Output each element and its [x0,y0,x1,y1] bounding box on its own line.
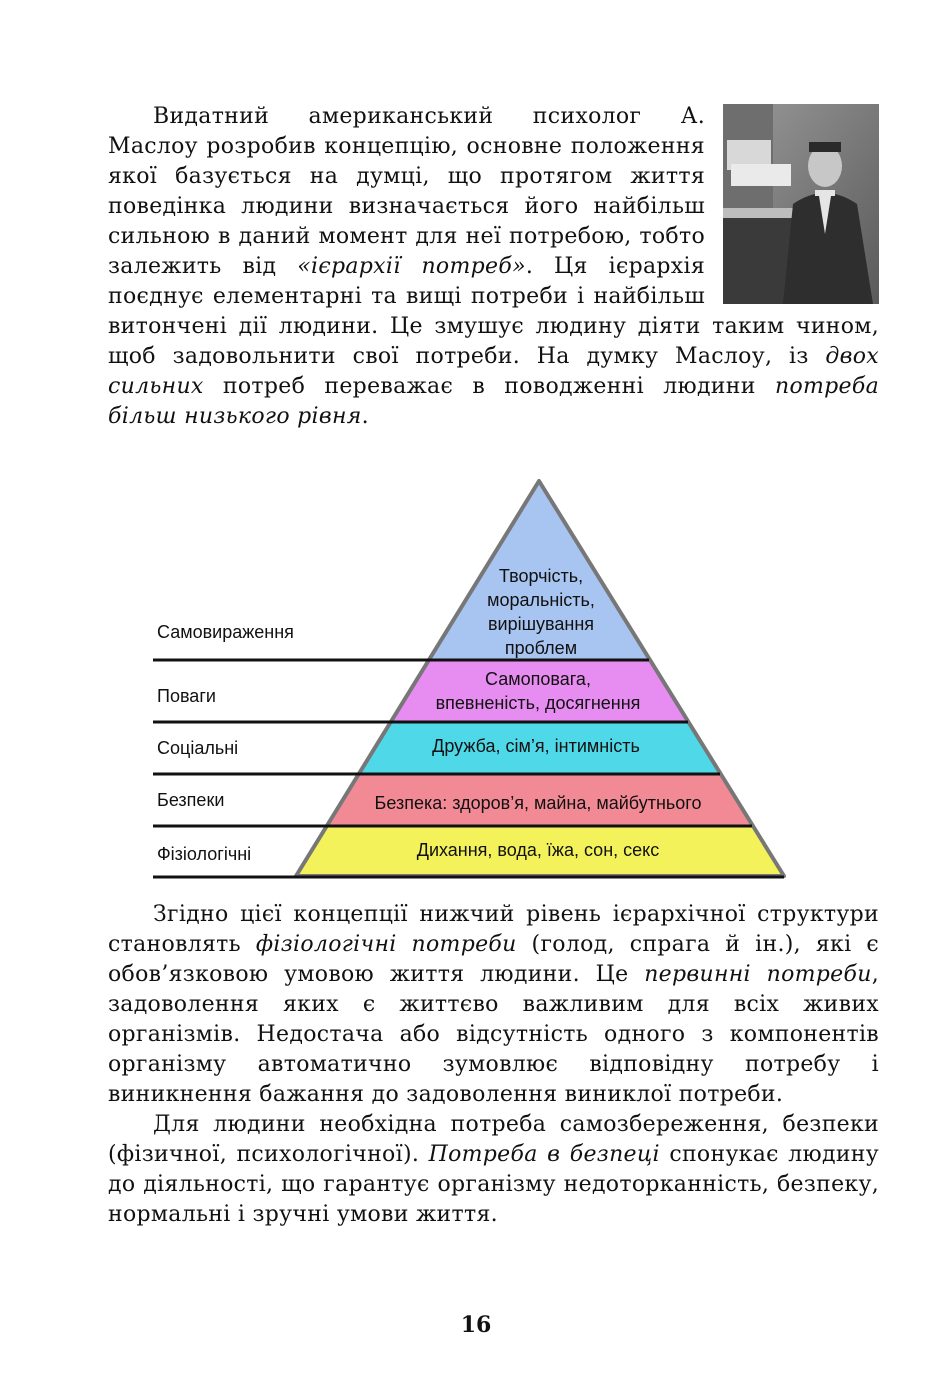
level-label-physiological: Фізіологічні [157,844,252,864]
self-actualization-line-3: вирішування [487,614,595,634]
level-label-social: Соціальні [157,738,239,758]
p2-emph-2: первинні потреби [644,962,872,987]
intro-text-2: . Ця ієрархія поєднує елементарні та вищі потреби і найбільш витончені дії людини. Це змушує людину діяти таким чином, щоб задовольнити свої потреби. На думку Маслоу, із [108,254,879,369]
intro-emph-3: потреба більш низького рівня [108,374,879,429]
page-number: 16 [460,1312,492,1338]
p3-emph-1: Потреба в безпеці [428,1142,660,1167]
level-label-esteem: Поваги [157,686,216,706]
intro-text-4: . [361,404,369,429]
intro-text-1: Видатний американський психолог А. Маслоу розробив концепцію, основне положення якої базується на думці, що протягом життя поведінка людини визначається його найбільш сильною в даний момент для неї потребою, тобто залежить від [108,104,705,279]
p3-text-2: спонукає людину до діяльності, що гарантує організму недоторканність, безпеку, нормальні і зручні умови життя. [108,1142,880,1227]
paragraph-safety-needs [108,1110,879,1230]
intro-text-3: потреб переважає в поводженні людини [203,374,775,399]
intro-emph-2: двох сильних [108,344,879,399]
social-line-1: Дружба, сім’я, інтимність [432,736,640,756]
p2-emph-1: фізіологічні потреби [255,932,517,957]
p2-text-2: (голод, спрага й ін.), які є обов’язковою умовою життя людини. Це [108,932,879,987]
paragraph-physiological-needs [108,900,879,1110]
p2-text-1: Згідно цієї концепції нижчий рівень ієрархічної структури становлять [108,902,879,957]
self-actualization-line-2: моральність, [487,590,595,610]
safety-line-1: Безпека: здоров’я, майна, майбутнього [374,793,702,813]
self-actualization-line-4: проблем [504,638,578,658]
level-label-safety: Безпеки [157,790,225,810]
level-label-self-actualization: Самовираження [157,622,294,642]
self-actualization-line-1: Творчість, [498,566,584,586]
esteem-line-2: впевненість, досягнення [435,693,641,713]
body-paragraphs [108,900,879,1230]
p2-text-3: , задоволення яких є життєво важливим для всіх живих організмів. Недостача або відсутність одного з компонентів організму автоматично зумовлює відповідну потребу і виникнення бажання до задоволення виниклої потреби. [108,962,879,1107]
physiological-line-1: Дихання, вода, їжа, сон, секс [416,840,660,860]
p3-text-1: Для людини необхідна потреба самозбереження, безпеки (фізичної, психологічної). [108,1112,879,1167]
esteem-line-1: Самоповага, [485,669,591,689]
intro-emph-1: «ієрархії потреб» [297,254,526,279]
